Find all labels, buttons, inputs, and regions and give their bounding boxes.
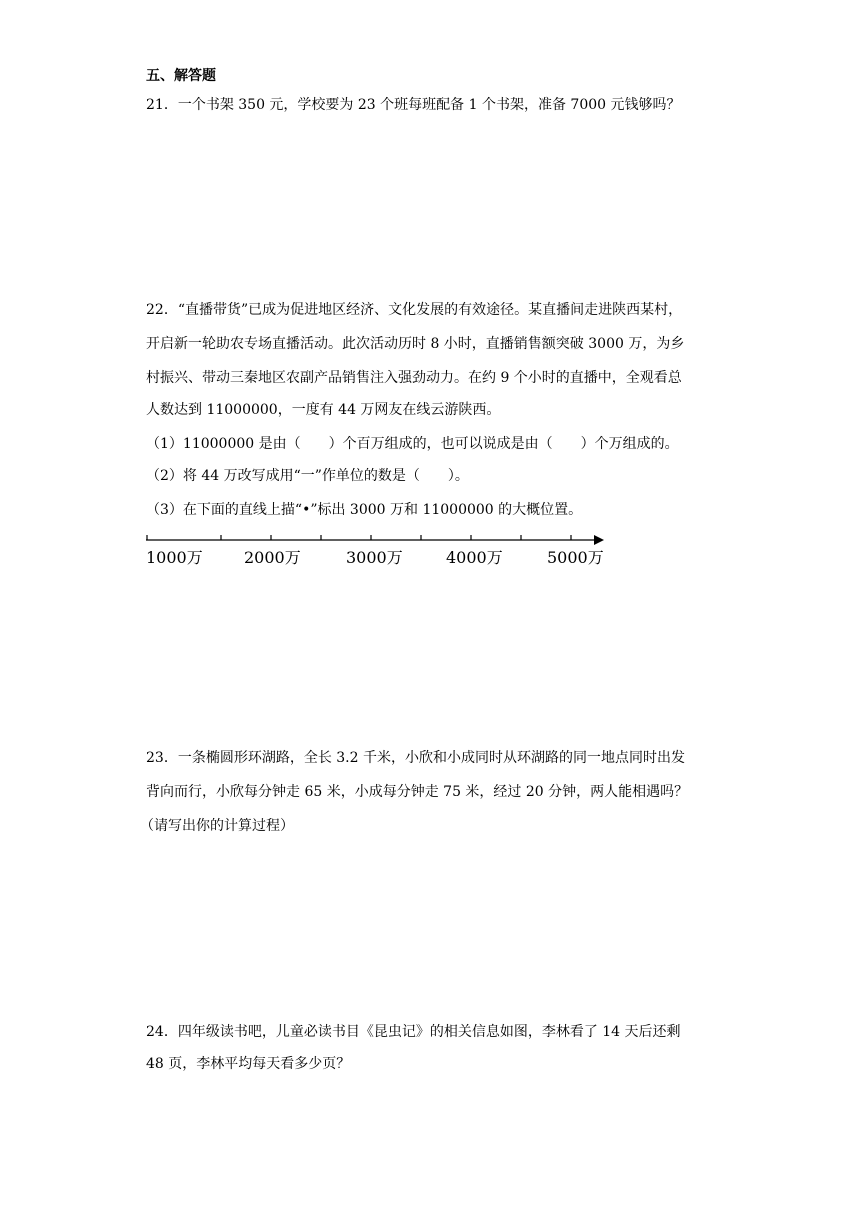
question-22-line-4: 人数达到 11000000，一度有 44 万网友在线云游陕西。: [146, 402, 501, 418]
question-23-line-1: 23．一条椭圆形环湖路，全长 3.2 千米，小欣和小成同时从环湖路的同一地点同时出发: [146, 750, 685, 766]
number-line-label: 5000万: [547, 548, 604, 567]
number-line-label: 2000万: [244, 548, 301, 567]
number-line-label: 1000万: [146, 548, 203, 567]
question-23-line-3: （请写出你的计算过程）: [140, 818, 294, 834]
section-title: 五、解答题: [146, 68, 216, 84]
question-22-line-1: 22．“直播带货”已成为促进地区经济、文化发展的有效途径。某直播间走进陕西某村，: [146, 302, 683, 318]
question-22-sub-3: （3）在下面的直线上描“•”标出 3000 万和 11000000 的大概位置。: [146, 502, 583, 518]
question-21: 21．一个书架 350 元，学校要为 23 个班每班配备 1 个书架，准备 7000 元钱够吗？: [146, 97, 681, 113]
number-line-label: 4000万: [446, 548, 503, 567]
question-22-sub-1: （1）11000000 是由（ ）个百万组成的，也可以说成是由（ ）个万组成的。: [146, 436, 679, 452]
question-22-line-2: 开启新一轮助农专场直播活动。此次活动历时 8 小时，直播销售额突破 3000 万，为乡: [146, 336, 685, 352]
number-line-arrow: [594, 535, 604, 545]
question-24-line-1: 24．四年级读书吧，儿童必读书目《昆虫记》的相关信息如图，李林看了 14 天后还剩: [146, 1024, 681, 1040]
question-22-line-3: 村振兴、带动三秦地区农副产品销售注入强劲动力。在约 9 个小时的直播中，全观看总: [146, 370, 682, 386]
question-24-line-2: 48 页，李林平均每天看多少页？: [146, 1056, 351, 1072]
number-line-label: 3000万: [346, 548, 403, 567]
number-line: [144, 528, 614, 578]
question-22-sub-2: （2）将 44 万改写成用“一”作单位的数是（ ）。: [146, 468, 469, 484]
question-23-line-2: 背向而行，小欣每分钟走 65 米，小成每分钟走 75 米，经过 20 分钟，两人能相遇吗？: [146, 784, 689, 800]
